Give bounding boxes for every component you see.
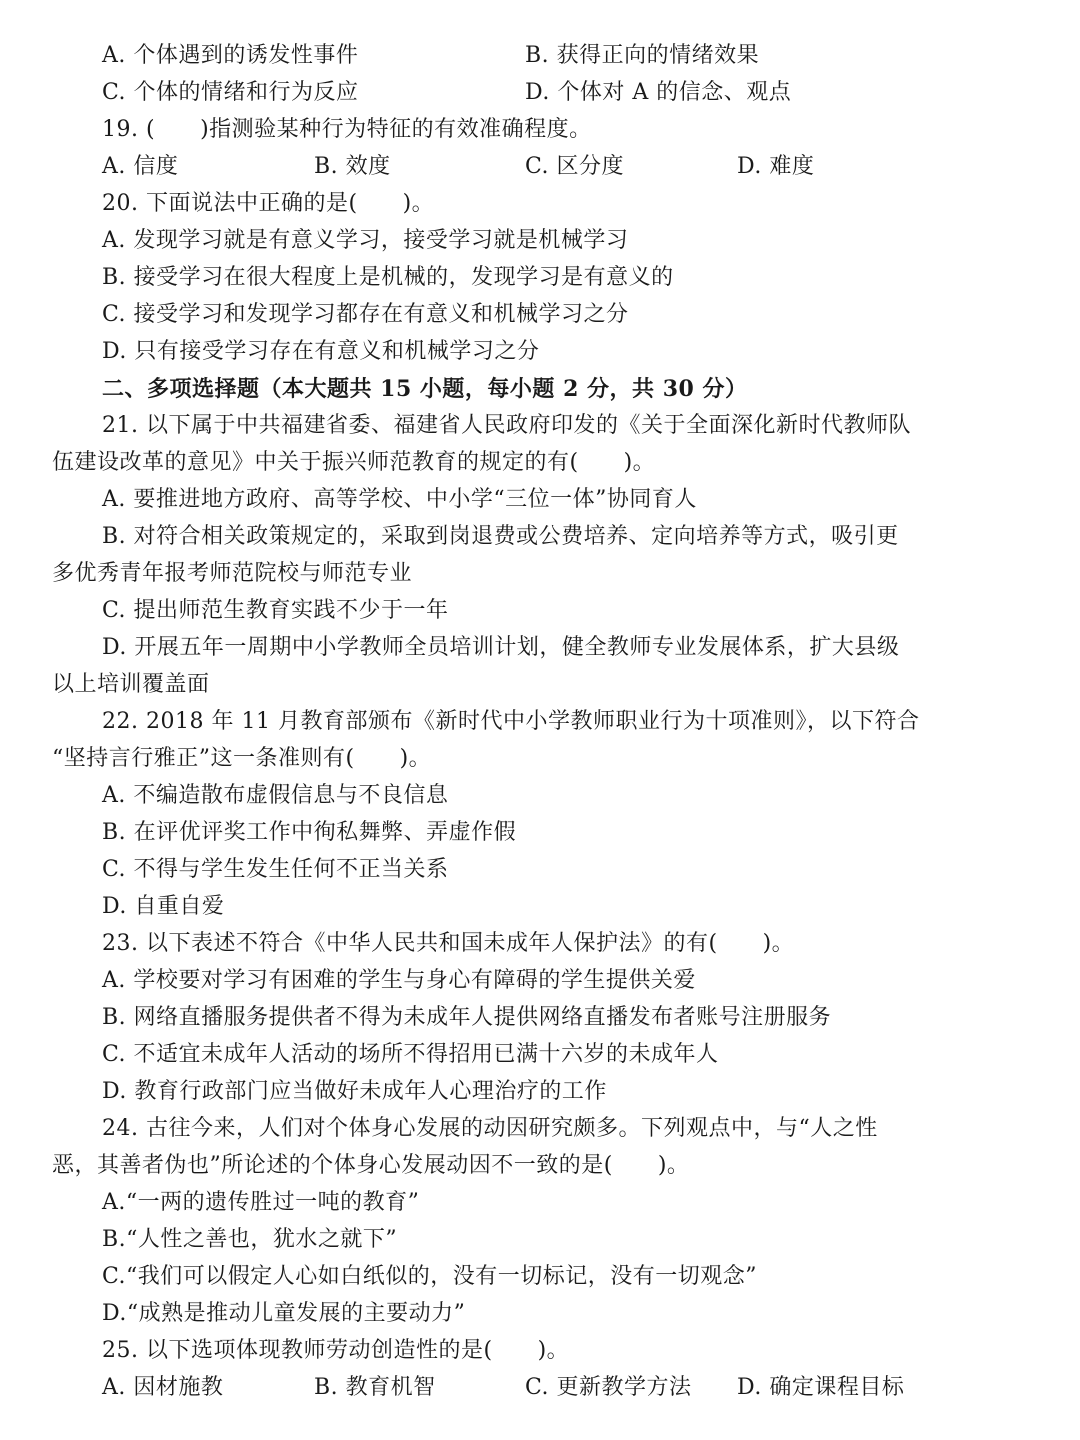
q23-option-b: B. 网络直播服务提供者不得为未成年人提供网络直播发布者账号注册服务 xyxy=(102,1005,832,1030)
q25-option-c: C. 更新教学方法 xyxy=(525,1375,692,1400)
q21-option-d-line1: D. 开展五年一周期中小学教师全员培训计划，健全教师专业发展体系，扩大县级 xyxy=(102,635,900,660)
q25-option-d: D. 确定课程目标 xyxy=(737,1375,905,1400)
q19-option-a: A. 信度 xyxy=(102,154,179,179)
q23-option-a: A. 学校要对学习有困难的学生与身心有障碍的学生提供关爱 xyxy=(102,968,696,993)
q21-option-a: A. 要推进地方政府、高等学校、中小学“三位一体”协同育人 xyxy=(102,487,697,512)
q22-option-c: C. 不得与学生发生任何不正当关系 xyxy=(102,857,449,882)
q24-option-a: A.“一两的遗传胜过一吨的教育” xyxy=(102,1190,420,1215)
q23-option-d: D. 教育行政部门应当做好未成年人心理治疗的工作 xyxy=(102,1079,607,1104)
q21-option-c: C. 提出师范生教育实践不少于一年 xyxy=(102,598,449,623)
q20-stem: 20. 下面说法中正确的是( )。 xyxy=(102,191,435,216)
q23-stem: 23. 以下表述不符合《中华人民共和国未成年人保护法》的有( )。 xyxy=(102,931,795,956)
q22-option-b: B. 在评优评奖工作中徇私舞弊、弄虚作假 xyxy=(102,820,517,845)
q25-stem: 25. 以下选项体现教师劳动创造性的是( )。 xyxy=(102,1338,570,1363)
q18-option-d: D. 个体对 A 的信念、观点 xyxy=(525,80,792,105)
q21-stem-line1: 21. 以下属于中共福建省委、福建省人民政府印发的《关于全面深化新时代教师队 xyxy=(102,413,911,438)
q22-stem-line2: “坚持言行雅正”这一条准则有( )。 xyxy=(52,746,432,771)
q20-option-b: B. 接受学习在很大程度上是机械的，发现学习是有意义的 xyxy=(102,265,674,290)
q23-option-c: C. 不适宜未成年人活动的场所不得招用已满十六岁的未成年人 xyxy=(102,1042,719,1067)
q24-stem-line2: 恶，其善者伪也”所论述的个体身心发展动因不一致的是( )。 xyxy=(52,1153,690,1178)
q24-stem-line1: 24. 古往今来，人们对个体身心发展的动因研究颇多。下列观点中，与“人之性 xyxy=(102,1116,878,1141)
q19-option-d: D. 难度 xyxy=(737,154,815,179)
q20-option-a: A. 发现学习就是有意义学习，接受学习就是机械学习 xyxy=(102,228,629,253)
q18-option-b: B. 获得正向的情绪效果 xyxy=(525,43,760,68)
q20-option-c: C. 接受学习和发现学习都存在有意义和机械学习之分 xyxy=(102,302,629,327)
q18-option-a: A. 个体遇到的诱发性事件 xyxy=(102,43,359,68)
q21-option-b-line2: 多优秀青年报考师范院校与师范专业 xyxy=(52,561,413,586)
q25-option-b: B. 教育机智 xyxy=(314,1375,436,1400)
section-title-multiple-choice: 二、多项选择题（本大题共 15 小题，每小题 2 分，共 30 分） xyxy=(102,376,748,402)
q20-option-d: D. 只有接受学习存在有意义和机械学习之分 xyxy=(102,339,540,364)
q24-option-b: B.“人性之善也，犹水之就下” xyxy=(102,1227,398,1252)
q19-stem: 19. ( )指测验某种行为特征的有效准确程度。 xyxy=(102,117,592,142)
q21-option-b-line1: B. 对符合相关政策规定的，采取到岗退费或公费培养、定向培养等方式，吸引更 xyxy=(102,524,899,549)
q22-stem-line1: 22. 2018 年 11 月教育部颁布《新时代中小学教师职业行为十项准则》，以下符合 xyxy=(102,709,920,734)
q24-option-c: C.“我们可以假定人心如白纸似的，没有一切标记，没有一切观念” xyxy=(102,1264,758,1289)
q19-option-c: C. 区分度 xyxy=(525,154,625,179)
q25-option-a: A. 因材施教 xyxy=(102,1375,224,1400)
q24-option-d: D.“成熟是推动儿童发展的主要动力” xyxy=(102,1301,466,1326)
q19-option-b: B. 效度 xyxy=(314,154,391,179)
q18-option-c: C. 个体的情绪和行为反应 xyxy=(102,80,359,105)
q22-option-a: A. 不编造散布虚假信息与不良信息 xyxy=(102,783,449,808)
q21-option-d-line2: 以上培训覆盖面 xyxy=(52,672,210,697)
q21-stem-line2: 伍建设改革的意见》中关于振兴师范教育的规定的有( )。 xyxy=(52,450,656,475)
q22-option-d: D. 自重自爱 xyxy=(102,894,225,919)
